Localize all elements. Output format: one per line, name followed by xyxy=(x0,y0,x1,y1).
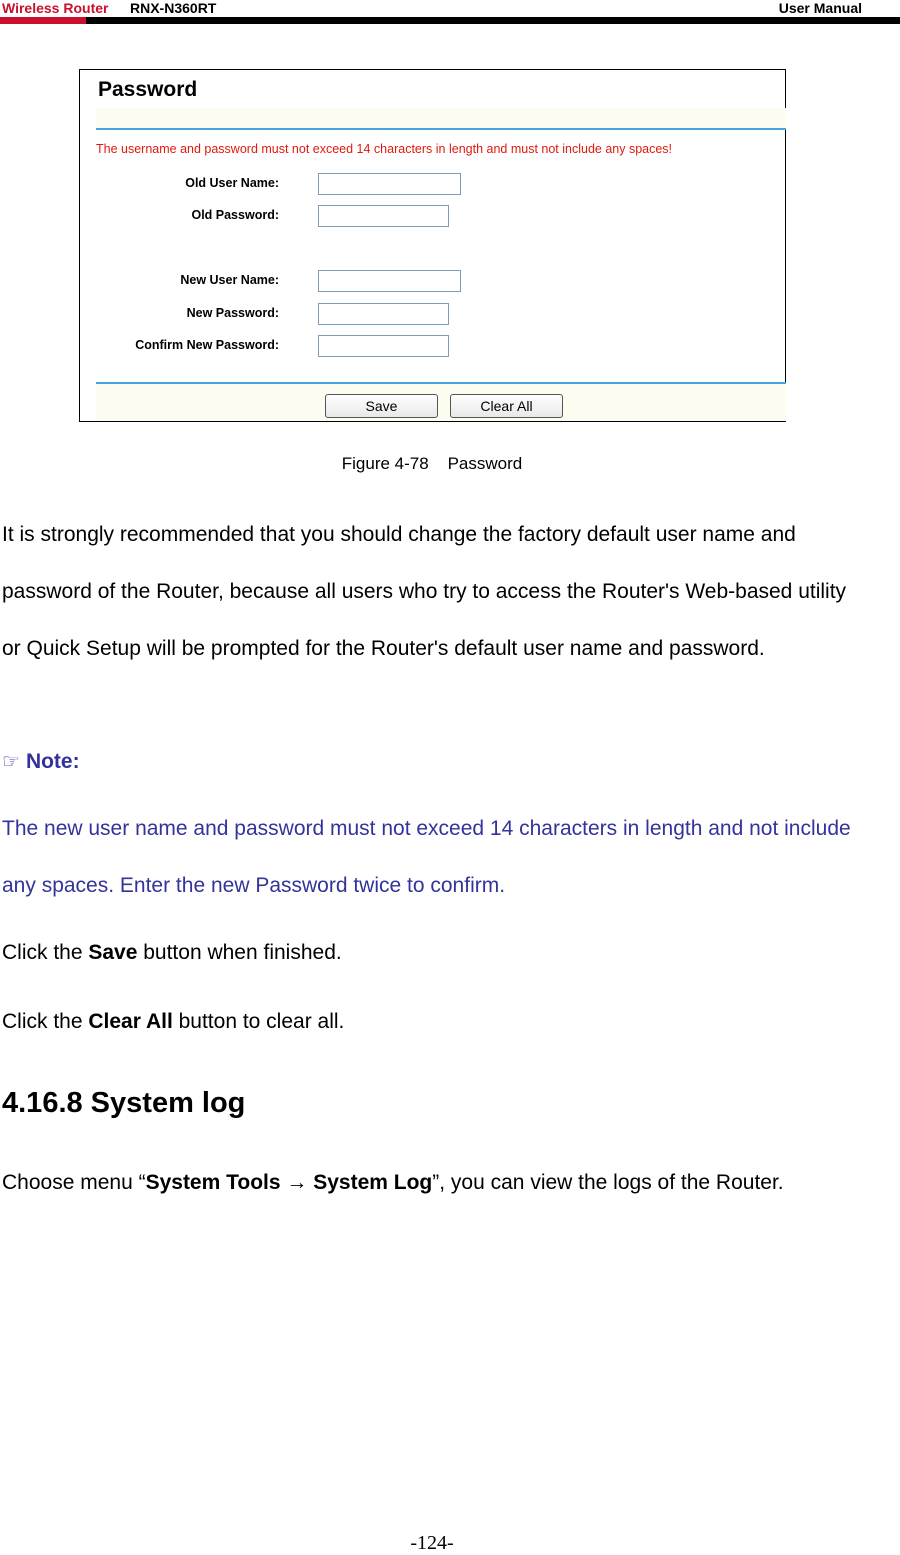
menu-suffix: ”, you can view the logs of the Router. xyxy=(432,1171,784,1194)
clear-instruction xyxy=(2,1010,344,1034)
header-brand: Wireless Router xyxy=(2,0,109,16)
save-instruction-prefix: Click the xyxy=(2,941,89,964)
header-model: RNX-N360RT xyxy=(130,0,217,16)
new-password-label: New Password: xyxy=(186,306,279,320)
old-password-input[interactable] xyxy=(318,205,449,227)
confirm-password-input[interactable] xyxy=(318,335,449,357)
screenshot-title: Password xyxy=(98,78,198,101)
password-screenshot xyxy=(79,69,786,422)
system-log-paragraph xyxy=(2,1154,862,1211)
intro-paragraph: It is strongly recommended that you should change the factory default user name and password of the Router, because all users who try to access the Router's Web-based utility or Quick Setup will be prompted for the Router's default user name and password. xyxy=(2,523,847,660)
save-instruction-suffix: button when finished. xyxy=(137,941,342,964)
menu-system-tools: System Tools xyxy=(145,1171,281,1194)
menu-system-log: System Log xyxy=(313,1171,433,1194)
new-user-name-label: New User Name: xyxy=(180,273,279,287)
pointing-hand-icon: ☞ xyxy=(2,751,20,773)
old-user-name-label: Old User Name: xyxy=(185,176,279,190)
new-user-name-input[interactable] xyxy=(318,270,461,292)
section-heading: 4.16.8 System log xyxy=(2,1087,246,1119)
title-band xyxy=(96,108,786,128)
clear-instruction-bold: Clear All xyxy=(88,1010,173,1033)
confirm-password-label: Confirm New Password: xyxy=(135,338,279,352)
save-instruction-bold: Save xyxy=(88,941,138,964)
old-password-label: Old Password: xyxy=(191,208,279,222)
clear-instruction-suffix: button to clear all. xyxy=(172,1010,345,1033)
note-title: Note: xyxy=(25,750,80,773)
note-text: The new user name and password must not exceed 14 characters in length and not include any spaces. Enter the new Password twice to confirm. xyxy=(2,817,851,897)
new-password-input[interactable] xyxy=(318,303,449,325)
header-red-bar xyxy=(0,17,86,24)
top-divider xyxy=(96,128,786,130)
clear-all-button[interactable]: Clear All xyxy=(450,394,563,418)
length-warning: The username and password must not exceed 14 characters in length and must not include any spaces! xyxy=(96,142,673,156)
header-manual-label: User Manual xyxy=(778,0,862,16)
menu-prefix: Choose menu “ xyxy=(2,1171,146,1194)
menu-arrow: → xyxy=(280,1171,314,1194)
note-heading xyxy=(2,749,80,774)
figure-caption: Figure 4-78 Password xyxy=(341,454,523,473)
clear-instruction-prefix: Click the xyxy=(2,1010,89,1033)
header-black-bar xyxy=(86,17,900,24)
page-number: -124- xyxy=(410,1532,454,1554)
old-user-name-input[interactable] xyxy=(318,173,461,195)
save-button[interactable]: Save xyxy=(325,394,438,418)
save-instruction xyxy=(2,941,342,965)
button-band xyxy=(96,384,786,421)
running-header xyxy=(0,0,900,26)
